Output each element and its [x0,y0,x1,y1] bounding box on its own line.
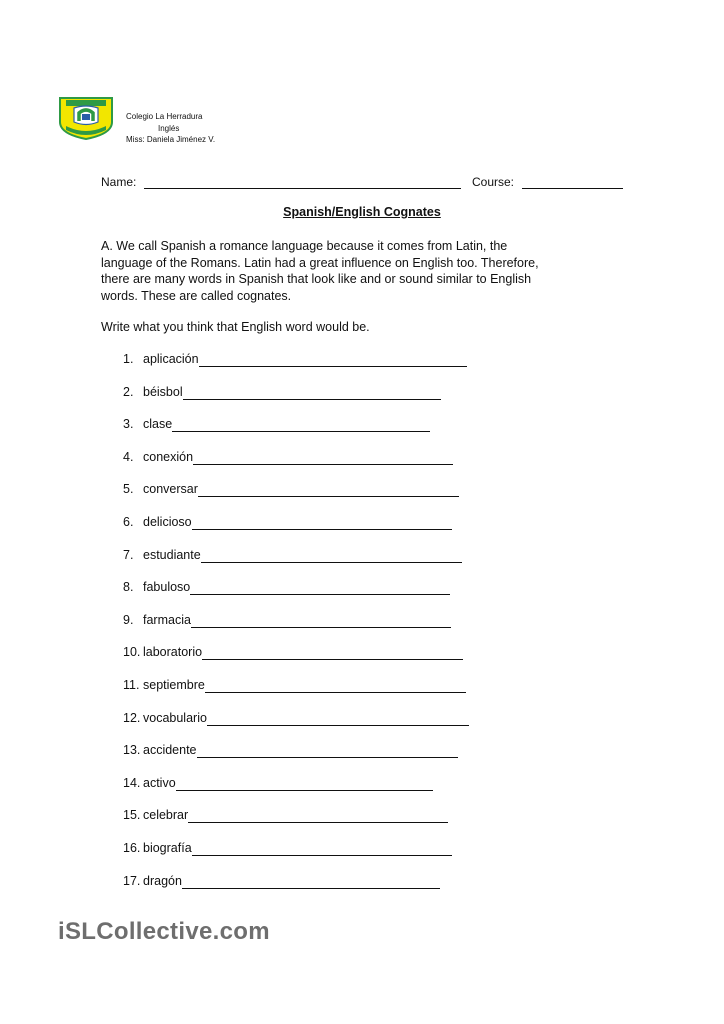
answer-blank-line[interactable] [183,399,441,400]
list-item [123,808,448,824]
item-number: 5. [123,482,134,496]
spanish-word: conversar [143,482,198,496]
item-number: 15. [123,808,141,822]
course-blank-line[interactable] [522,188,623,189]
spanish-word: delicioso [143,515,192,529]
instruction-text: Write what you think that English word would be. [101,320,370,334]
spanish-word: clase [143,417,173,431]
item-number: 6. [123,515,134,529]
list-item [123,482,459,498]
subject-name: Inglés [158,123,180,133]
answer-blank-line[interactable] [193,464,453,465]
teacher-name: Miss: Daniela Jiménez V. [126,135,216,144]
name-course-row [101,175,623,191]
answer-blank-line[interactable] [188,822,448,823]
school-name: Colegio La Herradura [126,112,203,121]
answer-blank-line[interactable] [199,366,467,367]
list-item [123,678,466,694]
list-item [123,841,452,857]
item-number: 17. [123,874,141,888]
answer-blank-line[interactable] [207,725,469,726]
list-item [123,450,453,466]
list-item [123,515,452,531]
list-item [123,613,451,629]
course-label: Course: [472,175,515,189]
item-number: 2. [123,385,134,399]
spanish-word: dragón [143,874,182,888]
answer-blank-line[interactable] [176,790,433,791]
name-label: Name: [101,175,137,189]
spanish-word: fabuloso [143,580,191,594]
answer-blank-line[interactable] [190,594,450,595]
item-number: 12. [123,711,141,725]
list-item [123,743,458,759]
item-number: 7. [123,548,134,562]
list-item [123,352,467,368]
answer-blank-line[interactable] [198,496,459,497]
answer-blank-line[interactable] [205,692,466,693]
answer-blank-line[interactable] [197,757,458,758]
spanish-word: activo [143,776,176,790]
spanish-word: accidente [143,743,197,757]
intro-paragraph: A. We call Spanish a romance language because it comes from Latin, the language of the Romans. Latin had a great influence on English too. Therefore, there are many words in Spanish that look like and or sound similar to English words. These are called cognates. [101,239,539,303]
item-number: 1. [123,352,134,366]
item-number: 11. [123,678,140,692]
watermark: iSLCollective.com [58,918,270,945]
item-number: 16. [123,841,141,855]
answer-blank-line[interactable] [201,562,462,563]
school-crest-logo [57,96,115,140]
list-item [123,874,440,890]
list-item [123,385,441,401]
answer-blank-line[interactable] [172,431,430,432]
item-number: 3. [123,417,134,431]
worksheet-title: Spanish/English Cognates [283,205,441,219]
list-item [123,711,469,727]
spanish-word: conexión [143,450,194,464]
answer-blank-line[interactable] [191,627,451,628]
spanish-word: estudiante [143,548,201,562]
item-number: 10. [123,645,141,659]
list-item [123,417,430,433]
spanish-word: septiembre [143,678,205,692]
item-number: 8. [123,580,134,594]
spanish-word: farmacia [143,613,191,627]
item-number: 14. [123,776,141,790]
spanish-word: biografía [143,841,192,855]
list-item [123,580,450,596]
school-info [126,111,215,146]
answer-blank-line[interactable] [192,529,452,530]
spanish-word: aplicación [143,352,199,366]
name-blank-line[interactable] [144,188,461,189]
answer-blank-line[interactable] [192,855,452,856]
list-item [123,645,463,661]
spanish-word: béisbol [143,385,183,399]
list-item [123,548,462,564]
spanish-word: celebrar [143,808,189,822]
spanish-word: laboratorio [143,645,203,659]
item-number: 9. [123,613,134,627]
answer-blank-line[interactable] [182,888,440,889]
spanish-word: vocabulario [143,711,207,725]
item-number: 13. [123,743,141,757]
answer-blank-line[interactable] [202,659,463,660]
list-item [123,776,433,792]
item-number: 4. [123,450,134,464]
